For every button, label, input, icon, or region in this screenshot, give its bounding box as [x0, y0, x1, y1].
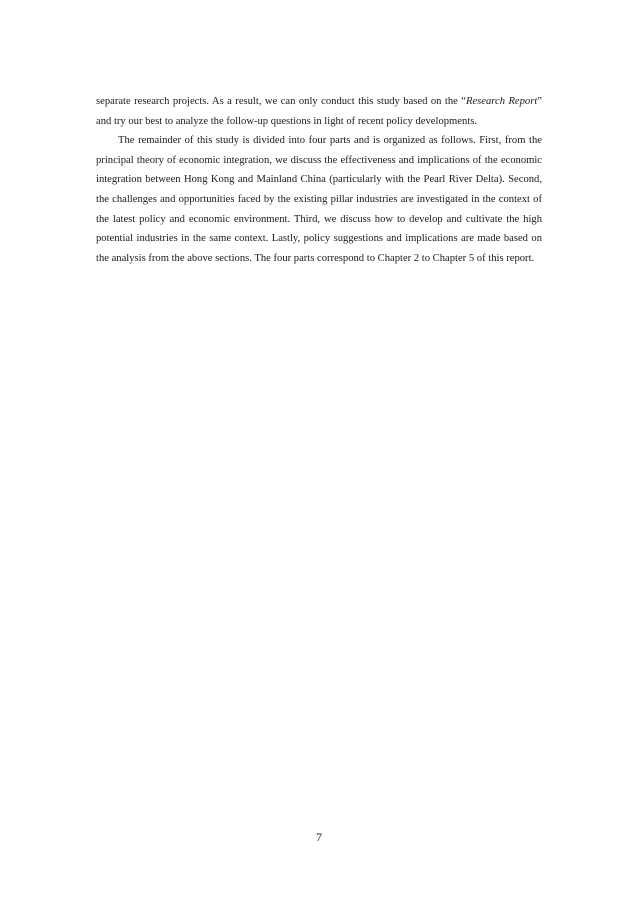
- paragraph-text: separate research projects. As a result, we can only conduct this study based on the “: [96, 96, 466, 107]
- page-number: 7: [316, 830, 322, 844]
- paragraph-text: ” and try our best to analyze the follow-up questions in light of recent policy developments.: [96, 96, 542, 127]
- paragraph-continuation: [96, 92, 542, 131]
- paragraph-structure: The remainder of this study is divided into four parts and is organized as follows. First, from the principal theory of economic integration, we discuss the effectiveness and implications of the economic integration between Hong Kong and Mainland China (particularly with the Pearl River Delta). Second, the challenges and opportunities faced by the existing pillar industries are investigated in the context of the latest policy and economic environment. Third, we discuss how to develop and cultivate the high potential industries in the same context. Lastly, policy suggestions and implications are made based on the analysis from the above sections. The four parts correspond to Chapter 2 to Chapter 5 of this report.: [96, 135, 542, 264]
- italic-title: Research Report: [465, 96, 538, 107]
- body-text: [96, 92, 542, 268]
